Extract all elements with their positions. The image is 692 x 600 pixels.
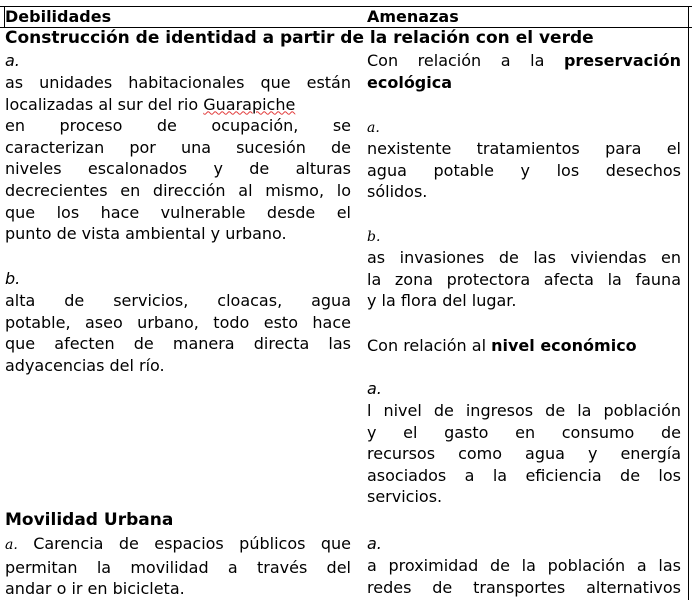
section-title-identidad: Construcción de identidad a partir de la relación con el verde — [5, 28, 594, 48]
right-item-a-marker: a. — [367, 120, 380, 136]
text-line: decrecientes en dirección al mismo, lo — [5, 180, 351, 200]
right-movilidad-text — [367, 555, 681, 598]
text-line: punto de vista ambiental y urbano. — [5, 224, 287, 244]
column-header-debilidades: Debilidades — [5, 7, 112, 26]
left-item-a-marker: a. — [5, 51, 20, 70]
text-line: la zona protectora afecta la fauna — [367, 269, 681, 289]
text-line: y el gasto en consumo de — [367, 422, 681, 442]
text-line: que afecten de manera directa las — [5, 334, 351, 354]
text-line: potable, aseo urbano, todo esto hace — [5, 312, 351, 332]
text-line: a proximidad de la población a las — [367, 556, 681, 575]
text-line: niveles escalonados y de alturas — [5, 159, 351, 179]
guarapiche-word: Guarapiche — [203, 94, 296, 114]
text-line: as unidades habitacionales que están — [5, 73, 351, 92]
right-item-b-text — [367, 247, 681, 312]
text-line: alta de servicios, cloacas, agua — [5, 291, 351, 310]
text-line: permitan la movilidad a través del — [5, 557, 351, 577]
text-line: localizadas al sur del rio Guarapiche — [5, 94, 296, 114]
text-line: l nivel de ingresos de la población — [367, 401, 681, 420]
column-header-amenazas: Amenazas — [367, 7, 459, 26]
right-item-c-marker: a. — [367, 379, 382, 398]
right-movilidad-marker: a. — [367, 534, 382, 553]
right-intro-economico: Con relación al nivel económico — [367, 336, 637, 355]
right-item-b-marker: b. — [367, 229, 381, 245]
right-item-c-text — [367, 400, 681, 508]
text-line: servicios. — [367, 487, 443, 507]
table-right-border — [688, 6, 689, 600]
left-item-b-text — [5, 290, 351, 376]
section-title-movilidad: Movilidad Urbana — [5, 510, 174, 530]
text-line: nexistente tratamientos para el — [367, 139, 681, 158]
text-line: asociados a la eficiencia de los — [367, 465, 681, 485]
text-line: caracterizan por una sucesión de — [5, 137, 351, 157]
right-item-a-text — [367, 138, 681, 203]
text-line: adyacencias del río. — [5, 355, 165, 375]
right-intro-preservacion — [367, 50, 681, 93]
text-line: a. Carencia de espacios públicos que — [5, 534, 351, 553]
text-line: en proceso de ocupación, se — [5, 116, 351, 136]
left-item-a-text — [5, 72, 351, 245]
text-line: y la flora del lugar. — [367, 291, 517, 311]
text-line: agua potable y los desechos — [367, 160, 681, 180]
text-line: sólidos. — [367, 182, 428, 202]
text-line: recursos como agua y energía — [367, 444, 681, 464]
text-line: andar o ir en bicicleta. — [5, 579, 185, 599]
text-line: redes de transportes alternativos — [367, 577, 681, 597]
text-line: ecológica — [367, 72, 453, 92]
text-line: que los hace vulnerable desde el — [5, 202, 351, 222]
left-movilidad-text — [5, 533, 351, 600]
text-line: Con relación a la preservación — [367, 51, 681, 70]
left-item-b-marker: b. — [5, 269, 21, 288]
text-line: as invasiones de las viviendas en — [367, 248, 681, 267]
